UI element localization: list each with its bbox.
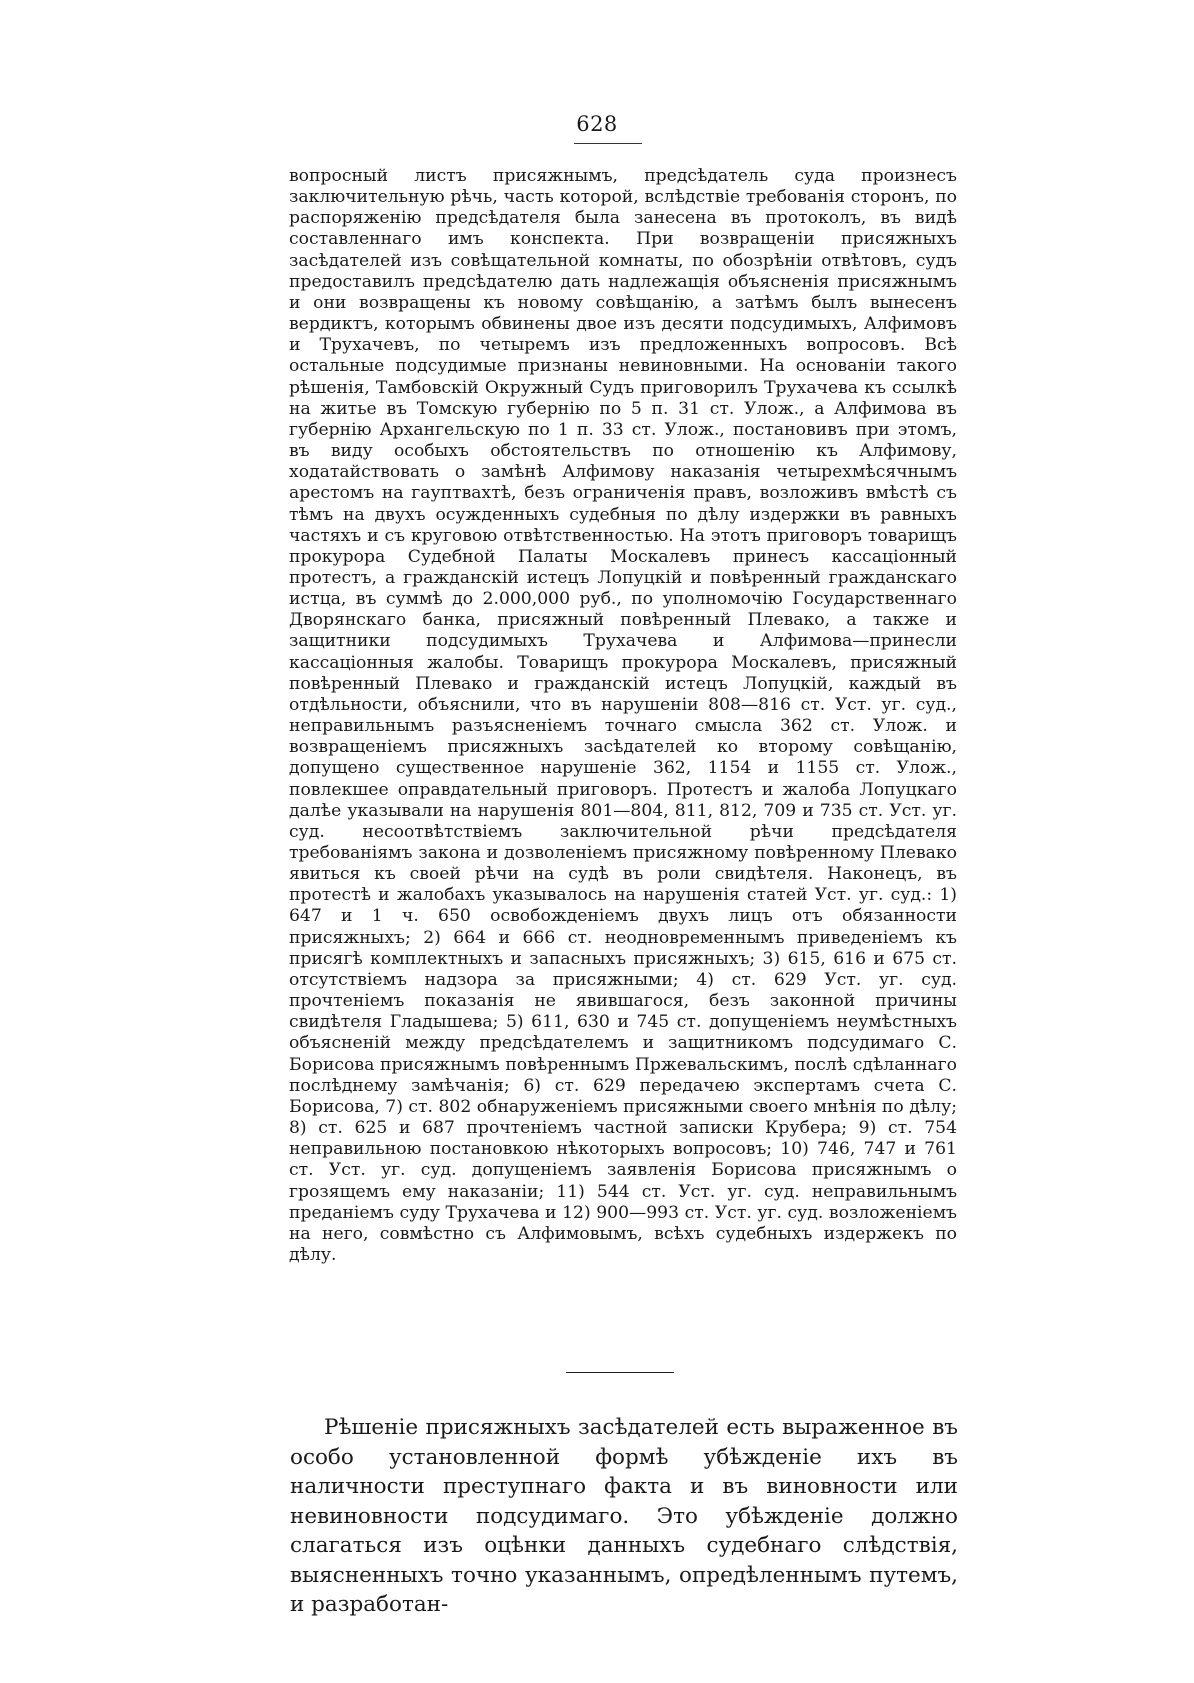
section-divider	[566, 1372, 674, 1373]
page-number: 628	[576, 112, 618, 136]
page-number-underline	[574, 143, 642, 144]
next-section-paragraph: Рѣшеніе присяжныхъ засѣдателей есть выраженное въ особо установленной формѣ убѣжденіе ихъ въ наличности преступнаго факта и въ виновности или невиновности подсудимаго. Это убѣжденіе должно слагаться изъ оцѣнки данныхъ судебнаго слѣдствія, выясненныхъ точно указаннымъ, опредѣленнымъ путемъ, и разработан-	[290, 1415, 958, 1617]
main-paragraph: вопросный листъ присяжнымъ, предсѣдатель суда произнесъ заключительную рѣчь, часть которой, вслѣдствіе требованія сторонъ, по распоряженію предсѣдателя была занесена въ протоколъ, въ видѣ составленнаго имъ конспекта. При возвращеніи присяжныхъ засѣдателей изъ совѣщательной комнаты, по обозрѣніи отвѣтовъ, судъ предоставилъ предсѣдателю дать надлежащія объясненія присяжнымъ и они возвращены къ новому совѣщанію, а затѣмъ былъ вынесенъ вердиктъ, которымъ обвинены двое изъ десяти подсудимыхъ, Алфимовъ и Трухачевъ, по четыремъ изъ предложенныхъ вопросовъ. Всѣ остальные подсудимые признаны невиновными. На основаніи такого рѣшенія, Тамбовскій Окружный Судъ приговорилъ Трухачева къ ссылкѣ на житье въ Томскую губернію по 5 п. 31 ст. Улож., а Алфимова въ губернію Архангельскую по 1 п. 33 ст. Улож., постановивъ при этомъ, въ виду особыхъ обстоятельствъ по отношенію къ Алфимову, ходатайствовать о замѣнѣ Алфимову наказанія четырехмѣсячнымъ арестомъ на гауптвахтѣ, безъ ограниченія правъ, возложивъ вмѣстѣ съ тѣмъ на двухъ осужденныхъ судебныя по дѣлу издержки въ равныхъ частяхъ и съ круговою отвѣтственностью. На этотъ приговоръ товарищъ прокурора Судебной Палаты Москалевъ принесъ кассаціонный протестъ, а гражданскій истецъ Лопуцкій и повѣренный гражданскаго истца, въ суммѣ до 2.000,000 руб., по уполномочію Государственнаго Дворянскаго банка, присяжный повѣренный Плевако, а также и защитники подсудимыхъ Трухачева и Алфимова—принесли кассаціонныя жалобы. Товарищъ прокурора Москалевъ, присяжный повѣренный Плевако и гражданскій истецъ Лопуцкій, каждый въ отдѣльности, объяснили, что въ нарушеніи 808—816 ст. Уст. уг. суд., неправильнымъ разъясненіемъ точнаго смысла 362 ст. Улож. и возвращеніемъ присяжныхъ засѣдателей ко второму совѣщанію, допущено существенное нарушеніе 362, 1154 и 1155 ст. Улож., повлекшее оправдательный приговоръ. Протестъ и жалоба Лопуцкаго далѣе указывали на нарушенія 801—804, 811, 812, 709 и 735 ст. Уст. уг. суд. несоотвѣтствіемъ заключительной рѣчи предсѣдателя требованіямъ закона и дозволеніемъ присяжному повѣренному Плевако явиться къ своей рѣчи на судѣ въ роли свидѣтеля. Наконецъ, въ протестѣ и жалобахъ указывалось на нарушенія статей Уст. уг. суд.: 1) 647 и 1 ч. 650 освобожденіемъ двухъ лицъ отъ обязанности присяжныхъ; 2) 664 и 666 ст. неодновременнымъ приведеніемъ къ присягѣ комплектныхъ и запасныхъ присяжныхъ; 3) 615, 616 и 675 ст. отсутствіемъ надзора за присяжными; 4) ст. 629 Уст. уг. суд. прочтеніемъ показанія не явившагося, безъ законной причины свидѣтеля Гладышева; 5) 611, 630 и 745 ст. допущеніемъ неумѣстныхъ объясненій между предсѣдателемъ и защитникомъ подсудимаго С. Борисова присяжнымъ повѣреннымъ Пржевальскимъ, послѣ сдѣланнаго послѣднему замѣчанія; 6) ст. 629 передачею экспертамъ счета С. Борисова, 7) ст. 802 обнаруженіемъ присяжными своего мнѣнія по дѣлу; 8) ст. 625 и 687 прочтеніемъ частной записки Крубера; 9) ст. 754 неправильною постановкою нѣкоторыхъ вопросовъ; 10) 746, 747 и 761 ст. Уст. уг. суд. допущеніемъ заявленія Борисова присяжнымъ о грозящемъ ему наказаніи; 11) 544 ст. Уст. уг. суд. неправильнымъ преданіемъ суду Трухачева и 12) 900—993 ст. Уст. уг. суд. возложеніемъ на него, совмѣстно съ Алфимовымъ, всѣхъ судебныхъ издержекъ по дѣлу.	[289, 166, 957, 1265]
